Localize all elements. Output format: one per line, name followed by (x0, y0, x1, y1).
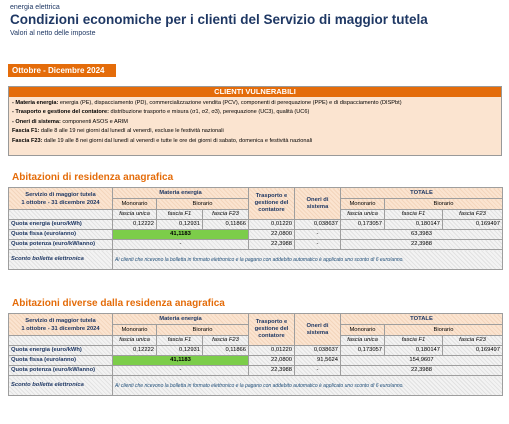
oneri-header: Oneri di sistema (295, 188, 341, 220)
page-subtitle: Valori al netto delle imposte (10, 30, 96, 37)
biorario-header: Biorario (157, 199, 249, 210)
row-label: Sconto bolletta elettronica (9, 376, 113, 396)
total-header: TOTALE (341, 188, 503, 199)
vulnerable-clients-heading: CLIENTI VULNERABILI (9, 87, 501, 97)
note-line: - Trasporto e gestione del contatore: distribuzione trasporto e misura (σ1, σ2, σ3), perequazione (UC3), qualità (UC6) (12, 109, 310, 116)
fascia-f1-header: fascia F1 (157, 210, 203, 220)
period-banner: Ottobre - Dicembre 2024 (8, 64, 116, 77)
transport-header: Trasporto e gestione del contatore (249, 188, 295, 220)
vulnerable-clients-notes (9, 97, 501, 155)
row-label: Quota fissa (euro/anno) (9, 356, 113, 366)
fascia-f23-header: fascia F23 (203, 336, 249, 346)
monorario-header: Monorario (113, 325, 157, 336)
fascia-unica-header: fascia unica (113, 336, 157, 346)
service-header: Servizio di maggior tutela 1 ottobre - 31 dicembre 2024 (9, 188, 113, 210)
table-row: Quota potenza (euro/kW/anno) - 22,3988 - 22,3988 (9, 240, 503, 250)
row-label: Sconto bolletta elettronica (9, 250, 113, 270)
energy-header: Materia energia (113, 314, 249, 325)
discount-note: Ai clienti che ricevono la bolletta in formato elettronico e la pagano con addebito automatico è applicato uno sconto di 6 euro/anno. (113, 250, 503, 270)
total-fascia-unica-header: fascia unica (341, 210, 385, 220)
monorario-header: Monorario (113, 199, 157, 210)
total-biorario-header: Biorario (385, 199, 503, 210)
row-label: Quota potenza (euro/kW/anno) (9, 366, 113, 376)
transport-header: Trasporto e gestione del contatore (249, 314, 295, 346)
page-kicker: energia elettrica (10, 4, 60, 11)
table-row: Quota fissa (euro/anno) 41,1183 22,0800 91,5624 154,9607 (9, 356, 503, 366)
fixed-energy-value: 41,1183 (113, 356, 249, 366)
row-label: Quota energia (euro/kWh) (9, 346, 113, 356)
total-fascia-f23-header: fascia F23 (443, 210, 503, 220)
table-row (9, 250, 503, 270)
total-header: TOTALE (341, 314, 503, 325)
energy-header: Materia energia (113, 188, 249, 199)
total-biorario-header: Biorario (385, 325, 503, 336)
note-line: - Materia energia: energia (PE), dispacciamento (PD), commercializzazione vendita (PCV), componenti di perequazione (PPE) e di dispacciamento (DISPbt) (12, 100, 402, 106)
rates-table-residenza (8, 187, 503, 270)
fascia-f1-header: fascia F1 (157, 336, 203, 346)
table-row: Quota potenza (euro/kW/anno) - 22,3988 - 22,3988 (9, 366, 503, 376)
table-row: Quota fissa (euro/anno) 41,1183 22,0800 - 63,3983 (9, 230, 503, 240)
total-monorario-header: Monorario (341, 199, 385, 210)
vulnerable-clients-box (8, 86, 502, 156)
service-header: Servizio di maggior tutela 1 ottobre - 31 dicembre 2024 (9, 314, 113, 336)
row-label: Quota potenza (euro/kW/anno) (9, 240, 113, 250)
section-title-residenza: Abitazioni di residenza anagrafica (12, 172, 174, 183)
table-row (9, 376, 503, 396)
note-line: Fascia F23: dalle 19 alle 8 nei giorni dal lunedì al venerdì e tutte le ore dei giorni di sabato, domenica e festività nazionali (12, 137, 313, 144)
total-fascia-f1-header: fascia F1 (385, 336, 443, 346)
note-line: - Oneri di sistema: componenti ASOS e ARIM (12, 118, 128, 125)
biorario-header: Biorario (157, 325, 249, 336)
note-line: Fascia F1: dalle 8 alle 19 nei giorni dal lunedì al venerdì, escluse le festività nazionali (12, 128, 224, 135)
total-fascia-unica-header: fascia unica (341, 336, 385, 346)
table-row: Quota energia (euro/kWh) 0,12222 0,12931 0,11866 0,01220 0,038637 0,173057 0,180147 0,169497 (9, 220, 503, 230)
discount-note: Ai clienti che ricevono la bolletta in formato elettronico e la pagano con addebito automatico è applicato uno sconto di 6 euro/anno. (113, 376, 503, 396)
table-row: Quota energia (euro/kWh) 0,12222 0,12931 0,11866 0,01220 0,038637 0,173057 0,180147 0,169497 (9, 346, 503, 356)
fascia-unica-header: fascia unica (113, 210, 157, 220)
total-fascia-f1-header: fascia F1 (385, 210, 443, 220)
row-label: Quota fissa (euro/anno) (9, 230, 113, 240)
oneri-header: Oneri di sistema (295, 314, 341, 346)
section-title-non-residenza: Abitazioni diverse dalla residenza anagrafica (12, 298, 225, 309)
total-fascia-f23-header: fascia F23 (443, 336, 503, 346)
fixed-energy-value: 41,1183 (113, 230, 249, 240)
page-title: Condizioni economiche per i clienti del Servizio di maggior tutela (10, 12, 428, 27)
row-label: Quota energia (euro/kWh) (9, 220, 113, 230)
rates-table-non-residenza (8, 313, 503, 396)
total-monorario-header: Monorario (341, 325, 385, 336)
fascia-f23-header: fascia F23 (203, 210, 249, 220)
